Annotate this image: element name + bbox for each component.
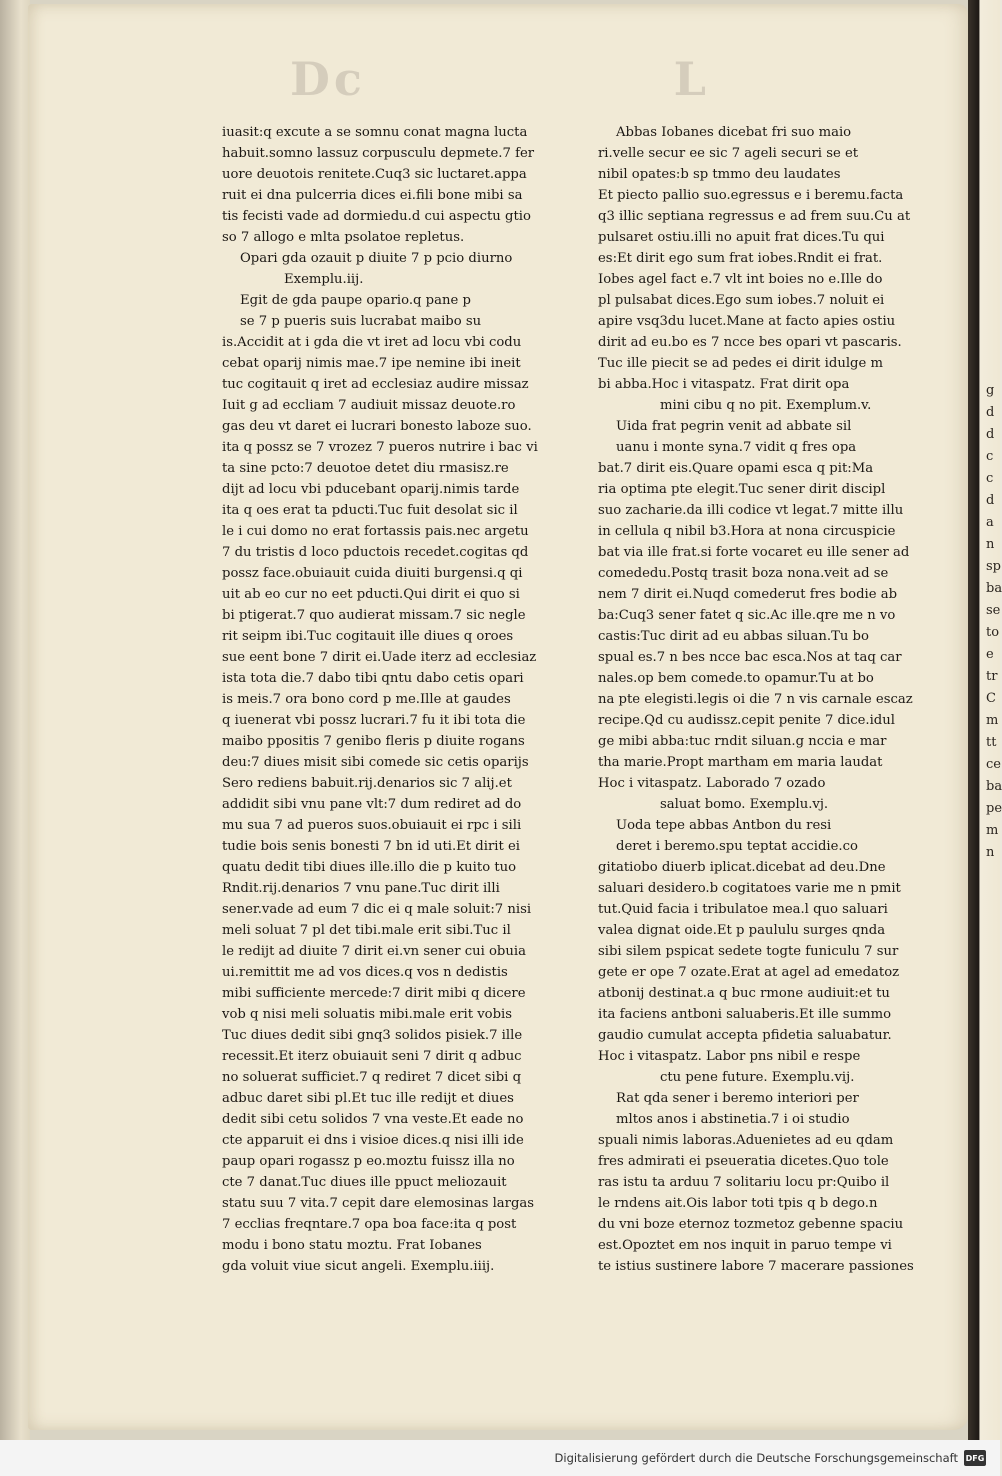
- text-line: statu suu 7 vita.7 cepit dare elemosinas largas: [222, 1196, 535, 1211]
- text-line: Uida frat pegrin venit ad abbate sil: [616, 419, 852, 434]
- text-line: adbuc daret sibi pl.Et tuc ille redijt et diues: [222, 1091, 514, 1106]
- text-line: ri.velle secur ee sic 7 ageli securi se et: [598, 146, 859, 161]
- edge-glyph: n: [986, 537, 995, 552]
- text-line: tis fecisti vade ad dormiedu.d cui aspectu gtio: [222, 209, 531, 224]
- text-line: castis:Tuc dirit ad eu abbas siluan.Tu bo: [598, 629, 869, 644]
- text-line: uit ab eo cur no eet pducti.Qui dirit ei quo si: [222, 587, 520, 602]
- edge-glyph: m: [986, 823, 999, 838]
- edge-glyph: ce: [986, 757, 1001, 772]
- edge-glyph: c: [986, 471, 994, 486]
- text-line: uanu i monte syna.7 vidit q fres opa: [616, 440, 857, 455]
- text-line: ruit ei dna pulcerria dices ei.fili bone mibi sa: [222, 188, 523, 203]
- text-line: Uoda tepe abbas Antbon du resi: [616, 818, 832, 833]
- text-line: bi ptigerat.7 quo audierat missam.7 sic negle: [222, 608, 526, 623]
- edge-glyph: se: [986, 603, 1001, 618]
- text-line: ita faciens antboni saluaberis.Et ille summo: [598, 1007, 892, 1022]
- text-line: addidit sibi vnu pane vlt:7 dum rediret ad do: [222, 797, 522, 812]
- right-text-column: [598, 122, 938, 1277]
- text-line: gaudio cumulat accepta pfidetia saluabatur.: [598, 1028, 892, 1043]
- text-line: valea dignat oide.Et p paululu surges qnda: [598, 923, 886, 938]
- footer-bar: [0, 1440, 1000, 1476]
- text-line: du vni boze eternoz tozmetoz gebenne spaciu: [598, 1217, 904, 1232]
- text-line: bat via ille frat.si forte vocaret eu ille sener ad: [598, 545, 910, 560]
- text-line: mltos anos i abstinetia.7 i oi studio: [616, 1112, 850, 1127]
- edge-glyph: c: [986, 449, 994, 464]
- text-line: maibo ppositis 7 genibo fleris p diuite rogans: [222, 734, 525, 749]
- text-line: Tuc ille piecit se ad pedes ei dirit idulge m: [598, 356, 883, 371]
- text-line: spual es.7 n bes ncce bac esca.Nos at taq car: [598, 650, 902, 665]
- running-head: [290, 52, 710, 106]
- text-line: Rndit.rij.denarios 7 vnu pane.Tuc dirit illi: [222, 881, 500, 896]
- text-line: suo zacharie.da illi codice vt legat.7 mitte illu: [598, 503, 904, 518]
- text-line: paup opari rogassz p eo.moztu fuissz illa no: [222, 1154, 515, 1169]
- text-line: se 7 p pueris suis lucrabat maibo su: [240, 314, 482, 329]
- text-line: quatu dedit tibi diues ille.illo die p kuito tuo: [222, 860, 517, 875]
- text-line: deret i beremo.spu teptat accidie.co: [616, 839, 858, 854]
- text-line: pl pulsabat dices.Ego sum iobes.7 noluit ei: [598, 293, 885, 308]
- text-line: modu i bono statu moztu. Frat Iobanes: [222, 1238, 482, 1253]
- text-line: te istius sustinere labore 7 macerare passiones: [598, 1259, 914, 1274]
- edge-glyph: n: [986, 845, 995, 860]
- running-head-left: Dc: [290, 52, 366, 106]
- text-line: gas deu vt daret ei lucrari bonesto laboze suo.: [222, 419, 532, 434]
- running-head-right: L: [673, 52, 710, 106]
- text-line: bat.7 dirit eis.Quare opami esca q pit:Ma: [598, 461, 874, 476]
- text-line: meli soluat 7 pl det tibi.male erit sibi.Tuc il: [222, 923, 511, 938]
- edge-glyph: d: [986, 427, 995, 442]
- text-line: Opari gda ozauit p diuite 7 p pcio diurno: [240, 251, 513, 266]
- text-line: sue eent bone 7 dirit ei.Uade iterz ad ecclesiaz: [222, 650, 537, 665]
- text-line: tuc cogitauit q iret ad ecclesiaz audire missaz: [222, 377, 529, 392]
- text-line: is meis.7 ora bono cord p me.Ille at gaudes: [222, 692, 511, 707]
- text-line: 7 du tristis d loco pductois recedet.cogitas qd: [222, 545, 529, 560]
- text-line: na pte elegisti.legis oi die 7 n vis carnale escaz: [598, 692, 913, 707]
- dfg-logo: DFG: [964, 1450, 986, 1466]
- text-line: ras istu ta arduu 7 solitariu locu pr:Quibo il: [598, 1175, 890, 1190]
- text-line: gitatiobo diuerb iplicat.dicebat ad deu.Dne: [598, 860, 886, 875]
- text-line: nales.op bem comede.to opamur.Tu at bo: [598, 671, 874, 686]
- edge-glyph: tr: [986, 669, 998, 684]
- text-line: recipe.Qd cu audissz.cepit penite 7 dice.idul: [598, 713, 895, 728]
- text-line: est.Opoztet em nos inquit in paruo tempe vi: [598, 1238, 892, 1253]
- text-line: ctu pene future. Exemplu.vij.: [660, 1070, 855, 1085]
- text-line: comededu.Postq trasit boza nona.veit ad se: [598, 566, 889, 581]
- text-line: sener.vade ad eum 7 dic ei q male soluit:7 nisi: [222, 902, 532, 917]
- text-line: dijt ad locu vbi pducebant oparij.nimis tarde: [222, 482, 520, 497]
- text-line: Hoc i vitaspatz. Laborado 7 ozado: [598, 776, 826, 791]
- text-line: bi abba.Hoc i vitaspatz. Frat dirit opa: [598, 377, 850, 392]
- text-line: no soluerat sufficiet.7 q rediret 7 dicet sibi q: [222, 1070, 522, 1085]
- edge-glyph: a: [986, 515, 994, 530]
- edge-glyph: g: [986, 383, 995, 398]
- edge-glyph: e: [986, 647, 994, 662]
- text-line: vob q nisi meli soluatis mibi.male erit vobis: [222, 1007, 513, 1022]
- text-line: rit seipm ibi.Tuc cogitauit ille diues q oroes: [222, 629, 514, 644]
- left-text-column: [222, 122, 564, 1277]
- text-line: ita q oes erat ta pducti.Tuc fuit desolat sic il: [222, 503, 518, 518]
- text-line: q3 illic septiana regressus e ad frem suu.Cu at: [598, 209, 911, 224]
- text-line: ta sine pcto:7 deuotoe detet diu rmasisz.re: [222, 461, 509, 476]
- text-line: gete er ope 7 ozate.Erat at agel ad emedatoz: [598, 965, 900, 980]
- text-line: saluari desidero.b cogitatoes varie me n pmit: [598, 881, 901, 896]
- text-line: ui.remittit me ad vos dices.q vos n dedistis: [222, 965, 508, 980]
- text-line: mini cibu q no pit. Exemplum.v.: [660, 398, 872, 413]
- text-line: cte 7 danat.Tuc diues ille ppuct meliozauit: [222, 1175, 507, 1190]
- text-line: Tuc diues dedit sibi gnq3 solidos pisiek.7 ille: [222, 1028, 523, 1043]
- text-line: recessit.Et iterz obuiauit seni 7 dirit q adbuc: [222, 1049, 522, 1064]
- text-line: so 7 allogo e mlta psolatoe repletus.: [222, 230, 465, 245]
- text-line: tha marie.Propt martham em maria laudat: [598, 755, 883, 770]
- text-line: Sero rediens babuit.rij.denarios sic 7 alij.et: [222, 776, 512, 791]
- text-line: pulsaret ostiu.illi no apuit frat dices.Tu qui: [598, 230, 885, 245]
- text-line: ba:Cuq3 sener fatet q sic.Ac ille.qre me n vo: [598, 608, 896, 623]
- text-line: deu:7 diues misit sibi comede sic cetis oparijs: [222, 755, 529, 770]
- text-line: uore deuotois renitete.Cuq3 sic luctaret.appa: [222, 167, 527, 182]
- text-line: nem 7 dirit ei.Nuqd comederut fres bodie ab: [598, 587, 898, 602]
- text-line: gda voluit viue sicut angeli. Exemplu.iiij.: [222, 1259, 495, 1274]
- edge-glyph: d: [986, 493, 995, 508]
- text-line: Exemplu.iij.: [284, 272, 364, 287]
- text-line: atbonij destinat.a q buc rmone audiuit:et tu: [598, 986, 890, 1001]
- edge-glyph: tt: [986, 735, 997, 750]
- text-line: cte apparuit ei dns i visioe dices.q nisi illi ide: [222, 1133, 524, 1148]
- text-line: dirit ad eu.bo es 7 ncce bes opari vt pascaris.: [598, 335, 902, 350]
- text-line: le i cui domo no erat fortassis pais.nec argetu: [222, 524, 529, 539]
- text-line: nibil opates:b sp tmmo deu laudates: [598, 167, 841, 182]
- text-line: tut.Quid facia i tribulatoe mea.l quo saluari: [598, 902, 888, 917]
- text-line: ge mibi abba:tuc rndit siluan.g nccia e mar: [598, 734, 887, 749]
- text-line: habuit.somno lassuz corpusculu depmete.7 fer: [222, 146, 535, 161]
- edge-glyph: m: [986, 713, 999, 728]
- facing-page-edge-text: [986, 380, 1000, 1080]
- text-line: fres admirati ei pseueratia dicetes.Quo tole: [598, 1154, 889, 1169]
- edge-glyph: pe: [986, 801, 1002, 816]
- text-line: ista tota die.7 dabo tibi qntu dabo cetis opari: [222, 671, 524, 686]
- text-line: Rat qda sener i beremo interiori per: [616, 1091, 859, 1106]
- text-line: Abbas Iobanes dicebat fri suo maio: [616, 125, 852, 140]
- page-edge-left: [0, 0, 30, 1440]
- text-line: es:Et dirit ego sum frat iobes.Rndit ei frat.: [598, 251, 883, 266]
- text-line: Hoc i vitaspatz. Labor pns nibil e respe: [598, 1049, 861, 1064]
- text-line: mu sua 7 ad pueros suos.obuiauit ei rpc i sili: [222, 818, 522, 833]
- text-line: Et piecto pallio suo.egressus e i beremu.facta: [598, 188, 904, 203]
- text-line: q iuenerat vbi possz lucrari.7 fu it ibi tota die: [222, 713, 526, 728]
- text-line: ita q possz se 7 vrozez 7 pueros nutrire i bac vi: [222, 440, 538, 455]
- edge-glyph: d: [986, 405, 995, 420]
- text-line: possz face.obuiauit cuida diuiti burgensi.q qi: [222, 566, 523, 581]
- text-line: ria optima pte elegit.Tuc sener dirit discipl: [598, 482, 886, 497]
- text-line: le redijt ad diuite 7 dirit ei.vn sener cui obuia: [222, 944, 526, 959]
- text-line: iuasit:q excute a se somnu conat magna lucta: [222, 125, 528, 140]
- text-line: Iobes agel fact e.7 vlt int boies no e.Ille do: [598, 272, 883, 287]
- edge-glyph: C: [986, 691, 996, 706]
- text-line: mibi sufficiente mercede:7 dirit mibi q dicere: [222, 986, 526, 1001]
- text-line: Egit de gda paupe opario.q pane p: [240, 293, 471, 308]
- text-line: is.Accidit at i gda die vt iret ad locu vbi codu: [222, 335, 522, 350]
- text-line: tudie bois senis bonesti 7 bn id uti.Et dirit ei: [222, 839, 520, 854]
- text-line: saluat bomo. Exemplu.vj.: [660, 797, 829, 812]
- text-line: 7 ecclias freqntare.7 opa boa face:ita q post: [222, 1217, 517, 1232]
- text-line: le rndens ait.Ois labor toti tpis q b dego.n: [598, 1196, 878, 1211]
- text-line: dedit sibi cetu solidos 7 vna veste.Et eade no: [222, 1112, 524, 1127]
- edge-glyph: ba: [986, 581, 1002, 596]
- text-line: cebat oparij nimis mae.7 ipe nemine ibi ineit: [222, 356, 521, 371]
- text-line: apire vsq3du lucet.Mane at facto apies ostiu: [598, 314, 896, 329]
- footer-credit: Digitalisierung gefördert durch die Deutsche Forschungsgemeinschaft: [554, 1451, 958, 1465]
- edge-glyph: sp: [986, 559, 1001, 574]
- text-line: Iuit g ad eccliam 7 audiuit missaz deuote.ro: [222, 398, 516, 413]
- text-line: spuali nimis laboras.Aduenietes ad eu qdam: [598, 1133, 894, 1148]
- text-line: in cellula q nibil b3.Hora at nona circuspicie: [598, 524, 896, 539]
- edge-glyph: to: [986, 625, 1000, 640]
- edge-glyph: ba: [986, 779, 1002, 794]
- text-line: sibi silem pspicat sedete togte funiculu 7 sur: [598, 944, 899, 959]
